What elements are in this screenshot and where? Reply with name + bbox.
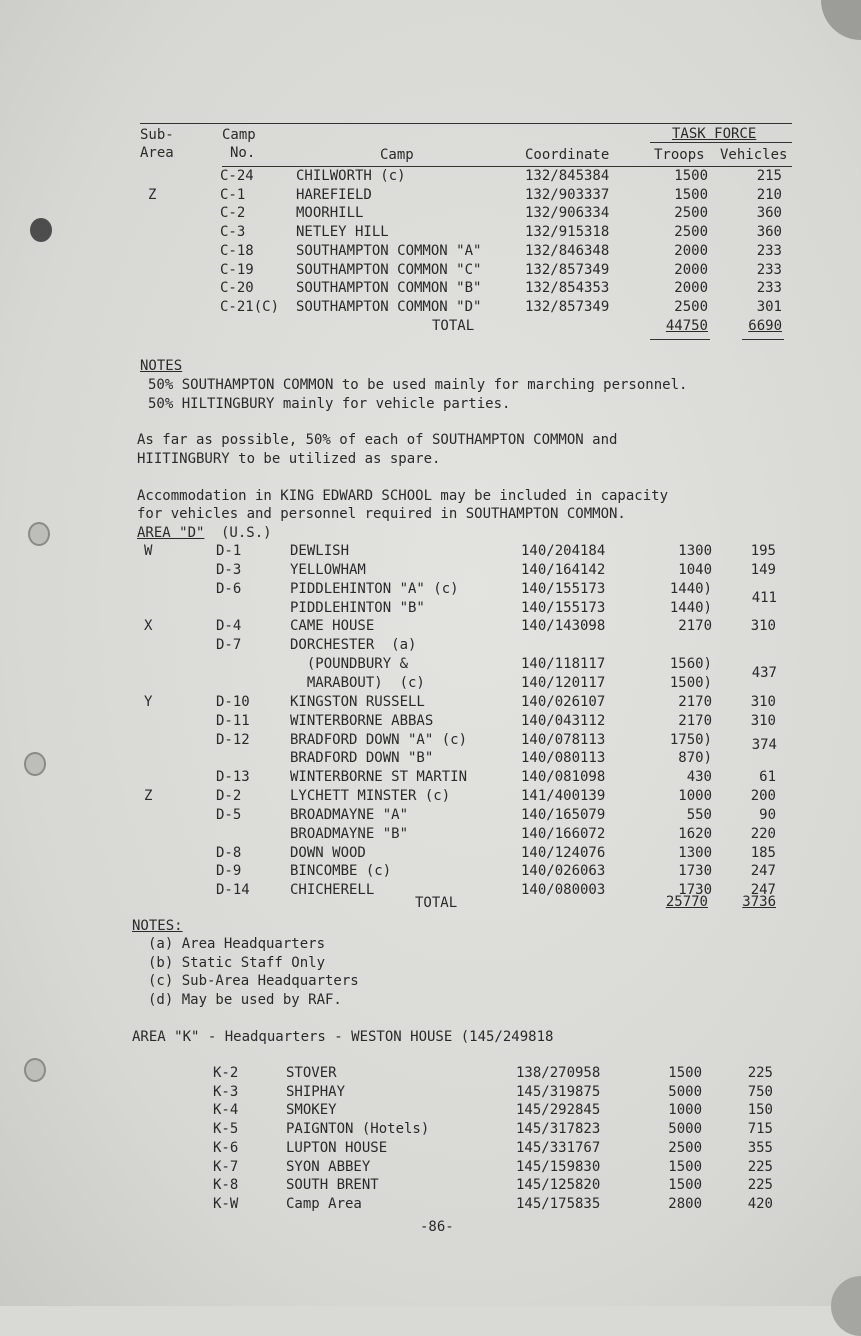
para2-line: Accommodation in KING EDWARD SCHOOL may be included in capacity <box>137 488 669 504</box>
row-camp-no: D-4 <box>216 618 242 635</box>
row-camp-no: D-7 <box>216 637 242 654</box>
row-troops: 1500 <box>668 1158 702 1175</box>
row-camp-no: C-19 <box>220 261 254 278</box>
row-troops: 1730 <box>678 863 712 880</box>
row-coordinate: 145/317823 <box>516 1121 601 1138</box>
row-coordinate: 140/026063 <box>521 863 606 880</box>
row-camp-name: CHILWORTH (c) <box>296 168 406 184</box>
table1-total-vehicles: 6690 <box>748 318 782 334</box>
row-camp-name: BROADMAYNE "B" <box>290 825 409 842</box>
row-coordinate: 140/080003 <box>521 882 606 899</box>
row-camp-no: D-10 <box>216 693 250 710</box>
header-bottom-rule <box>222 166 792 167</box>
row-camp-name: LYCHETT MINSTER (c) <box>290 788 451 805</box>
row-coordinate: 132/846348 <box>525 242 610 259</box>
row-camp-no: C-20 <box>220 280 254 297</box>
row-camp-name: PAIGNTON (Hotels) <box>286 1121 430 1138</box>
row-troops: 2000 <box>674 280 708 297</box>
row-coordinate: 140/078113 <box>521 731 606 748</box>
notes1-heading: NOTES <box>140 358 183 374</box>
row-coordinate: 145/292845 <box>516 1102 601 1119</box>
row-camp-name: SOUTHAMPTON COMMON "D" <box>296 298 482 315</box>
area-d-total-label: TOTAL <box>415 895 458 911</box>
row-coordinate: 145/319875 <box>516 1083 601 1100</box>
row-troops: 2500 <box>674 298 708 315</box>
row-sub-area: X <box>144 618 153 635</box>
row-camp-name: YELLOWHAM <box>290 561 366 578</box>
row-camp-no: C-1 <box>220 186 246 203</box>
row-vehicles: 185 <box>750 844 776 861</box>
row-coordinate: 140/120117 <box>521 674 606 691</box>
row-camp-name: SYON ABBEY <box>286 1158 371 1175</box>
row-camp-no: K-6 <box>213 1139 239 1156</box>
row-vehicles: 61 <box>759 769 776 786</box>
row-troops: 1300 <box>678 844 712 861</box>
page-corner-shadow <box>821 0 861 40</box>
row-troops: 430 <box>686 769 712 786</box>
row-troops: 1500 <box>674 186 708 203</box>
row-vehicles: 715 <box>747 1121 773 1138</box>
row-vehicles: 200 <box>750 788 776 805</box>
page-corner-shadow-bottom <box>831 1276 861 1336</box>
row-coordinate: 132/903337 <box>525 186 610 203</box>
row-camp-no: C-2 <box>220 205 246 222</box>
table-top-rule <box>140 123 792 124</box>
row-vehicles: 247 <box>750 863 776 880</box>
row-troops: 870) <box>678 750 712 767</box>
row-camp-name: Camp Area <box>286 1195 362 1212</box>
row-coordinate: 145/125820 <box>516 1177 601 1194</box>
row-vehicles: 225 <box>747 1177 773 1194</box>
row-coordinate: 140/043112 <box>521 712 606 729</box>
row-coordinate: 140/155173 <box>521 580 606 597</box>
row-vehicles: 750 <box>747 1083 773 1100</box>
row-camp-no: C-21(C) <box>220 298 280 315</box>
row-camp-name: MOORHILL <box>296 205 364 222</box>
row-camp-no: K-7 <box>213 1158 239 1175</box>
para2-line: for vehicles and personnel required in SOUTHAMPTON COMMON. <box>137 506 626 522</box>
row-troops: 1730 <box>678 882 712 899</box>
row-camp-name: STOVER <box>286 1065 337 1081</box>
row-vehicles: 310 <box>750 618 776 635</box>
row-camp-name: SOUTHAMPTON COMMON "C" <box>296 261 482 278</box>
row-coordinate: 140/204184 <box>521 543 606 559</box>
row-camp-no: K-8 <box>213 1177 239 1194</box>
row-troops: 1500) <box>669 674 712 691</box>
row-camp-no: D-8 <box>216 844 242 861</box>
area-d-total-troops: 25770 <box>665 894 708 910</box>
header-troops: Troops <box>654 147 705 163</box>
row-troops: 1620 <box>678 825 712 842</box>
row-troops: 2500 <box>674 224 708 241</box>
header-camp: Camp <box>380 147 414 163</box>
row-troops: 1000 <box>668 1102 702 1119</box>
row-camp-name: LUPTON HOUSE <box>286 1139 388 1156</box>
row-troops: 1040 <box>678 561 712 578</box>
row-coordinate: 132/857349 <box>525 261 610 278</box>
row-sub-area: Z <box>144 788 153 805</box>
row-coordinate: 140/080113 <box>521 750 606 767</box>
header-coordinate: Coordinate <box>525 147 610 163</box>
row-camp-no: K-2 <box>213 1065 239 1081</box>
row-troops: 2170 <box>678 712 712 729</box>
row-camp-no: C-3 <box>220 224 246 241</box>
row-vehicles: 215 <box>756 168 782 184</box>
row-camp-name: (POUNDBURY & <box>290 656 409 673</box>
notes2-line: (a) Area Headquarters <box>148 936 326 952</box>
area-k-heading: AREA "K" - Headquarters - WESTON HOUSE (145/249818 <box>132 1029 554 1045</box>
row-troops: 2170 <box>678 618 712 635</box>
area-d-suffix: (U.S.) <box>221 525 272 541</box>
row-camp-name: BINCOMBE (c) <box>290 863 392 880</box>
row-troops: 2000 <box>674 242 708 259</box>
row-troops: 550 <box>686 806 712 823</box>
row-vehicles: 150 <box>747 1102 773 1119</box>
area-d-heading: AREA "D" <box>137 525 205 541</box>
row-camp-no: K-5 <box>213 1121 239 1138</box>
row-coordinate: 132/854353 <box>525 280 610 297</box>
row-camp-no: D-13 <box>216 769 250 786</box>
group-total-dorchester: 437 <box>751 665 777 681</box>
para1-line: As far as possible, 50% of each of SOUTHAMPTON COMMON and <box>137 432 618 448</box>
row-camp-no: C-24 <box>220 168 254 184</box>
row-vehicles: 210 <box>756 186 782 203</box>
row-camp-name: BRADFORD DOWN "A" (c) <box>290 731 468 748</box>
row-camp-no: K-3 <box>213 1083 239 1100</box>
row-troops: 2800 <box>668 1195 702 1212</box>
row-vehicles: 90 <box>759 806 776 823</box>
row-coordinate: 138/270958 <box>516 1065 601 1081</box>
row-coordinate: 140/081098 <box>521 769 606 786</box>
header-camp-no-2: No. <box>230 145 256 161</box>
row-camp-name: SOUTH BRENT <box>286 1177 379 1194</box>
row-troops: 2000 <box>674 261 708 278</box>
row-camp-name: WINTERBORNE ABBAS <box>290 712 434 729</box>
row-troops: 2500 <box>668 1139 702 1156</box>
row-vehicles: 355 <box>747 1139 773 1156</box>
row-camp-name: HAREFIELD <box>296 186 372 203</box>
row-troops: 5000 <box>668 1083 702 1100</box>
header-task-force: TASK FORCE <box>672 126 757 142</box>
row-camp-name: DEWLISH <box>290 543 350 559</box>
header-vehicles: Vehicles <box>720 147 788 163</box>
row-vehicles: 310 <box>750 712 776 729</box>
row-camp-no: K-W <box>213 1195 239 1212</box>
row-camp-name: PIDDLEHINTON "B" <box>290 599 425 616</box>
row-coordinate: 145/159830 <box>516 1158 601 1175</box>
row-camp-no: C-18 <box>220 242 254 259</box>
row-coordinate: 132/915318 <box>525 224 610 241</box>
header-camp-no-1: Camp <box>222 127 256 143</box>
notes2-line: (d) May be used by RAF. <box>148 992 342 1008</box>
row-camp-no: D-5 <box>216 806 242 823</box>
row-troops: 1440) <box>669 580 712 597</box>
total-double-rule <box>742 339 784 340</box>
row-sub-area: W <box>144 543 153 559</box>
row-camp-name: SOUTHAMPTON COMMON "A" <box>296 242 482 259</box>
row-camp-no: D-14 <box>216 882 250 899</box>
row-vehicles: 233 <box>756 261 782 278</box>
row-coordinate: 140/143098 <box>521 618 606 635</box>
row-vehicles: 233 <box>756 242 782 259</box>
row-coordinate: 132/845384 <box>525 168 610 184</box>
row-sub-area: Y <box>144 693 153 710</box>
row-troops: 1560) <box>669 656 712 673</box>
row-troops: 1300 <box>678 543 712 559</box>
row-coordinate: 140/155173 <box>521 599 606 616</box>
row-camp-name: MARABOUT) (c) <box>290 674 425 691</box>
header-sub-area-1: Sub- <box>140 127 174 143</box>
row-camp-name: DOWN WOOD <box>290 844 366 861</box>
row-vehicles: 301 <box>756 298 782 315</box>
row-camp-name: SMOKEY <box>286 1102 337 1119</box>
row-troops: 1500 <box>668 1177 702 1194</box>
task-force-rule <box>650 142 792 143</box>
row-coordinate: 140/026107 <box>521 693 606 710</box>
row-camp-name: SHIPHAY <box>286 1083 346 1100</box>
row-coordinate: 145/331767 <box>516 1139 601 1156</box>
punch-hole <box>24 1058 46 1082</box>
page-number: -86- <box>420 1219 454 1235</box>
row-camp-no: D-11 <box>216 712 250 729</box>
punch-hole <box>24 752 46 776</box>
row-vehicles: 247 <box>750 882 776 899</box>
area-d-total-vehicles: 3736 <box>742 894 776 910</box>
notes2-heading: NOTES: <box>132 918 183 934</box>
row-coordinate: 140/164142 <box>521 561 606 578</box>
row-camp-name: KINGSTON RUSSELL <box>290 693 425 710</box>
row-vehicles: 233 <box>756 280 782 297</box>
row-vehicles: 225 <box>747 1158 773 1175</box>
table1-total-troops: 44750 <box>665 318 708 334</box>
row-troops: 1000 <box>678 788 712 805</box>
row-troops: 5000 <box>668 1121 702 1138</box>
row-coordinate: 140/124076 <box>521 844 606 861</box>
row-coordinate: 132/906334 <box>525 205 610 222</box>
row-troops: 1440) <box>669 599 712 616</box>
row-vehicles: 310 <box>750 693 776 710</box>
total-double-rule <box>650 339 710 340</box>
row-coordinate: 140/118117 <box>521 656 606 673</box>
row-coordinate: 140/165079 <box>521 806 606 823</box>
row-camp-name: PIDDLEHINTON "A" (c) <box>290 580 459 597</box>
notes1-line: 50% SOUTHAMPTON COMMON to be used mainly for marching personnel. <box>148 377 688 393</box>
notes2-line: (c) Sub-Area Headquarters <box>148 973 359 989</box>
row-camp-name: CHICHERELL <box>290 882 375 899</box>
row-vehicles: 360 <box>756 224 782 241</box>
row-camp-name: BROADMAYNE "A" <box>290 806 409 823</box>
row-troops: 2170 <box>678 693 712 710</box>
punch-hole <box>30 218 52 242</box>
row-sub-area: Z <box>148 186 157 203</box>
row-troops: 1750) <box>669 731 712 748</box>
row-camp-no: K-4 <box>213 1102 239 1119</box>
row-camp-no: D-9 <box>216 863 242 880</box>
row-camp-name: BRADFORD DOWN "B" <box>290 750 434 767</box>
row-coordinate: 141/400139 <box>521 788 606 805</box>
row-camp-no: D-1 <box>216 543 242 559</box>
para1-line: HIITINGBURY to be utilized as spare. <box>137 451 441 467</box>
row-troops: 1500 <box>674 168 708 184</box>
row-camp-name: SOUTHAMPTON COMMON "B" <box>296 280 482 297</box>
row-coordinate: 145/175835 <box>516 1195 601 1212</box>
header-sub-area-2: Area <box>140 145 174 161</box>
row-vehicles: 195 <box>750 543 776 559</box>
row-vehicles: 220 <box>750 825 776 842</box>
row-camp-name: WINTERBORNE ST MARTIN <box>290 769 468 786</box>
row-vehicles: 149 <box>750 561 776 578</box>
punch-hole <box>28 522 50 546</box>
row-vehicles: 420 <box>747 1195 773 1212</box>
row-camp-name: NETLEY HILL <box>296 224 389 241</box>
row-troops: 1500 <box>668 1065 702 1081</box>
group-total-piddlehinton: 411 <box>751 590 777 606</box>
table1-total-label: TOTAL <box>432 318 475 334</box>
group-total-bradford: 374 <box>751 737 777 753</box>
notes1-line: 50% HILTINGBURY mainly for vehicle parties. <box>148 396 511 412</box>
row-vehicles: 225 <box>747 1065 773 1081</box>
row-camp-no: D-6 <box>216 580 242 597</box>
row-camp-name: DORCHESTER (a) <box>290 637 417 654</box>
row-vehicles: 360 <box>756 205 782 222</box>
row-coordinate: 132/857349 <box>525 298 610 315</box>
row-camp-name: CAME HOUSE <box>290 618 375 635</box>
notes2-line: (b) Static Staff Only <box>148 955 326 971</box>
row-camp-no: D-3 <box>216 561 242 578</box>
row-camp-no: D-2 <box>216 788 242 805</box>
row-coordinate: 140/166072 <box>521 825 606 842</box>
row-troops: 2500 <box>674 205 708 222</box>
row-camp-no: D-12 <box>216 731 250 748</box>
